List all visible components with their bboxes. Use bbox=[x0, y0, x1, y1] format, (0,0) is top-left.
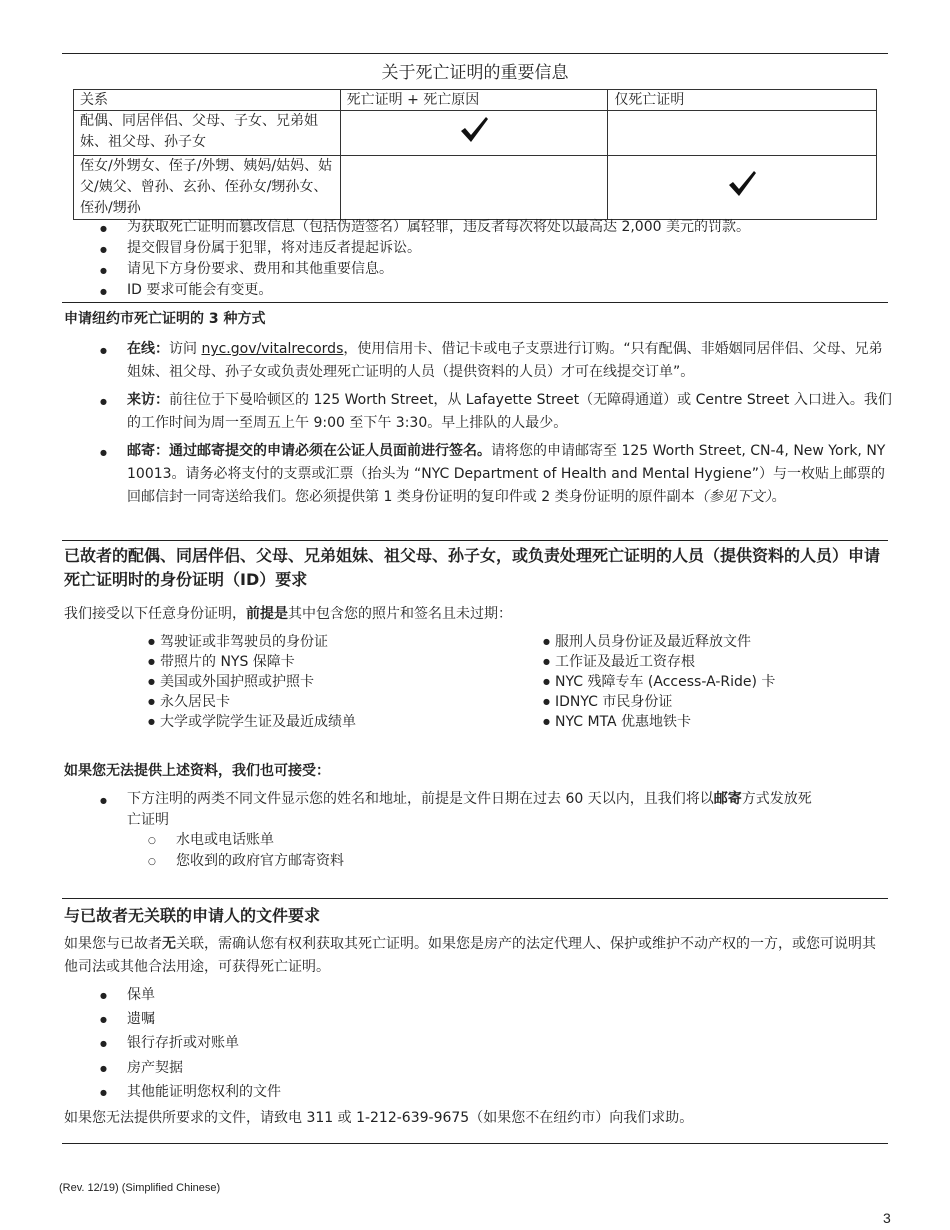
id-list-left bbox=[148, 632, 356, 732]
alt-id-list bbox=[100, 789, 820, 831]
table-header-row bbox=[74, 90, 877, 111]
document-list bbox=[100, 983, 281, 1104]
method-text: 访问 bbox=[169, 341, 202, 357]
intro-text: 我们接受以下任意身份证明， bbox=[64, 606, 246, 622]
item-bold: 邮寄 bbox=[713, 791, 742, 807]
method-label: 邮寄： bbox=[127, 443, 169, 459]
list-item: ● 为获取死亡证明而篡改信息（包括伪造签名）属轻罪，违反者每次将处以最高达 2,000 美元的罚款。 bbox=[100, 217, 860, 238]
alt-id-sublist bbox=[148, 830, 344, 872]
table-row bbox=[74, 156, 877, 220]
list-item: ● NYC 残障专车 (Access-A-Ride) 卡 bbox=[543, 672, 775, 692]
list-item: ● 服刑人员身份证及最近释放文件 bbox=[543, 632, 775, 652]
table-header: 仅死亡证明 bbox=[608, 90, 877, 111]
method-label: 来访： bbox=[127, 392, 169, 408]
checkmark-icon bbox=[458, 134, 490, 150]
table-row bbox=[74, 111, 877, 156]
list-item: ● 带照片的 NYS 保障卡 bbox=[148, 652, 356, 672]
list-item: ● IDNYC 市民身份证 bbox=[543, 692, 775, 712]
checkmark-icon bbox=[726, 188, 758, 204]
list-item: ● 大学或学院学生证及最近成绩单 bbox=[148, 712, 356, 732]
methods-heading: 申请纽约市死亡证明的 3 种方式 bbox=[64, 311, 266, 327]
methods-list bbox=[100, 338, 895, 514]
id-intro bbox=[64, 603, 512, 623]
intro-text: 关联，需确认您有权利获取其死亡证明。如果您是房产的法定代理人、保护或维护不动产权的一方，或您可说明其他司法或其他合法用途，可获得死亡证明。 bbox=[64, 936, 876, 975]
list-item: ○ 您收到的政府官方邮寄资料 bbox=[148, 851, 344, 872]
notes-list bbox=[100, 217, 860, 301]
list-item: ● ID 要求可能会有变更。 bbox=[100, 280, 860, 301]
relationship-table bbox=[73, 89, 877, 220]
list-item: ● 驾驶证或非驾驶员的身份证 bbox=[148, 632, 356, 652]
list-item: ● 永久居民卡 bbox=[148, 692, 356, 712]
section-rule bbox=[62, 302, 888, 303]
method-text: 请将您的申请邮寄至 125 Worth Street, CN-4, New York, NY 10013。请务必将支付的支票或汇票（抬头为 “NYC Department of Health and Mental Hygiene”）与一枚贴上邮票的回邮信封一同寄送给我们。您必须提供第 1 类身份证明的复印件或 2 类身份证明的原件副本 bbox=[127, 443, 886, 505]
method-bold-text: 通过邮寄提交的申请必须在公证人员面前进行签名。 bbox=[169, 443, 491, 459]
id-list-right bbox=[543, 632, 775, 732]
list-item: ● 提交假冒身份属于犯罪，将对违反者提起诉讼。 bbox=[100, 238, 860, 259]
item-text: 下方注明的两类不同文件显示您的姓名和地址，前提是文件日期在过去 60 天以内，且我们将以 bbox=[127, 791, 714, 807]
cert-with-cause-cell bbox=[340, 111, 608, 156]
relation-cell: 配偶、同居伴侣、父母、子女、兄弟姐妹、祖父母、孙子女 bbox=[74, 111, 341, 156]
table-header: 关系 bbox=[74, 90, 341, 111]
table-header: 死亡证明 + 死亡原因 bbox=[340, 90, 608, 111]
list-item: ● 美国或外国护照或护照卡 bbox=[148, 672, 356, 692]
help-text: 如果您无法提供所要求的文件，请致电 311 或 1-212-639-9675（如果您不在纽约市）向我们求助。 bbox=[64, 1110, 694, 1126]
top-rule bbox=[62, 53, 888, 54]
method-italic-text: （参见下文） bbox=[694, 489, 772, 505]
list-item: ● 请见下方身份要求、费用和其他重要信息。 bbox=[100, 259, 860, 280]
cert-only-cell bbox=[608, 156, 877, 220]
list-item: ● 房产契据 bbox=[100, 1056, 281, 1080]
method-text: ，使用信用卡、借记卡或电子支票进行订购。“只有配偶、非婚姻同居伴侣、父母、兄弟姐妹、祖父母、孙子女或负责处理死亡证明的人员（提供资料的人员）才可在线提交订单”。 bbox=[127, 341, 883, 380]
method-walkin bbox=[100, 389, 895, 435]
list-item: ● 工作证及最近工资存根 bbox=[543, 652, 775, 672]
intro-bold: 无 bbox=[162, 936, 176, 952]
method-text: 。 bbox=[771, 489, 786, 505]
list-item: ● 银行存折或对账单 bbox=[100, 1031, 281, 1055]
intro-bold: 前提是 bbox=[246, 606, 288, 622]
nonrelated-intro bbox=[64, 933, 884, 979]
nonrelated-heading: 与已故者无关联的申请人的文件要求 bbox=[64, 906, 321, 925]
list-item: ● 其他能证明您权利的文件 bbox=[100, 1080, 281, 1104]
list-item: ○ 水电或电话账单 bbox=[148, 830, 344, 851]
item-text: 方式发放死亡证明 bbox=[127, 791, 812, 828]
method-online bbox=[100, 338, 895, 384]
page-number: 3 bbox=[883, 1210, 891, 1226]
intro-text: 如果您与已故者 bbox=[64, 936, 162, 952]
relation-cell: 侄女/外甥女、侄子/外甥、姨妈/姑妈、姑父/姨父、曾孙、玄孙、侄孙女/甥孙女、侄孙/甥孙 bbox=[74, 156, 341, 220]
cert-only-cell bbox=[608, 111, 877, 156]
alt-id-heading: 如果您无法提供上述资料，我们也可接受： bbox=[64, 763, 330, 779]
list-item bbox=[100, 789, 820, 831]
section-rule bbox=[62, 540, 888, 541]
list-item: ● NYC MTA 优惠地铁卡 bbox=[543, 712, 775, 732]
revision-footer: (Rev. 12/19) (Simplified Chinese) bbox=[59, 1182, 221, 1194]
method-text: 前往位于下曼哈顿区的 125 Worth Street，从 Lafayette Street（无障碍通道）或 Centre Street 入口进入。我们的工作时间为周一至周五上午 9:00 至下午 3:30。早上排队的人最少。 bbox=[127, 392, 892, 431]
method-mail bbox=[100, 440, 895, 509]
page-title: 关于死亡证明的重要信息 bbox=[381, 63, 569, 83]
list-item: ● 遗嘱 bbox=[100, 1007, 281, 1031]
intro-text: 其中包含您的照片和签名且未过期： bbox=[288, 606, 512, 622]
section-rule bbox=[62, 898, 888, 899]
bottom-rule bbox=[62, 1143, 888, 1144]
vitalrecords-link[interactable]: nyc.gov/vitalrecords bbox=[201, 341, 344, 357]
id-requirements-heading: 已故者的配偶、同居伴侣、父母、兄弟姐妹、祖父母、孙子女，或负责处理死亡证明的人员（提供资料的人员）申请死亡证明时的身份证明（ID）要求 bbox=[64, 546, 881, 589]
cert-with-cause-cell bbox=[340, 156, 608, 220]
list-item: ● 保单 bbox=[100, 983, 281, 1007]
method-label: 在线： bbox=[127, 341, 169, 357]
